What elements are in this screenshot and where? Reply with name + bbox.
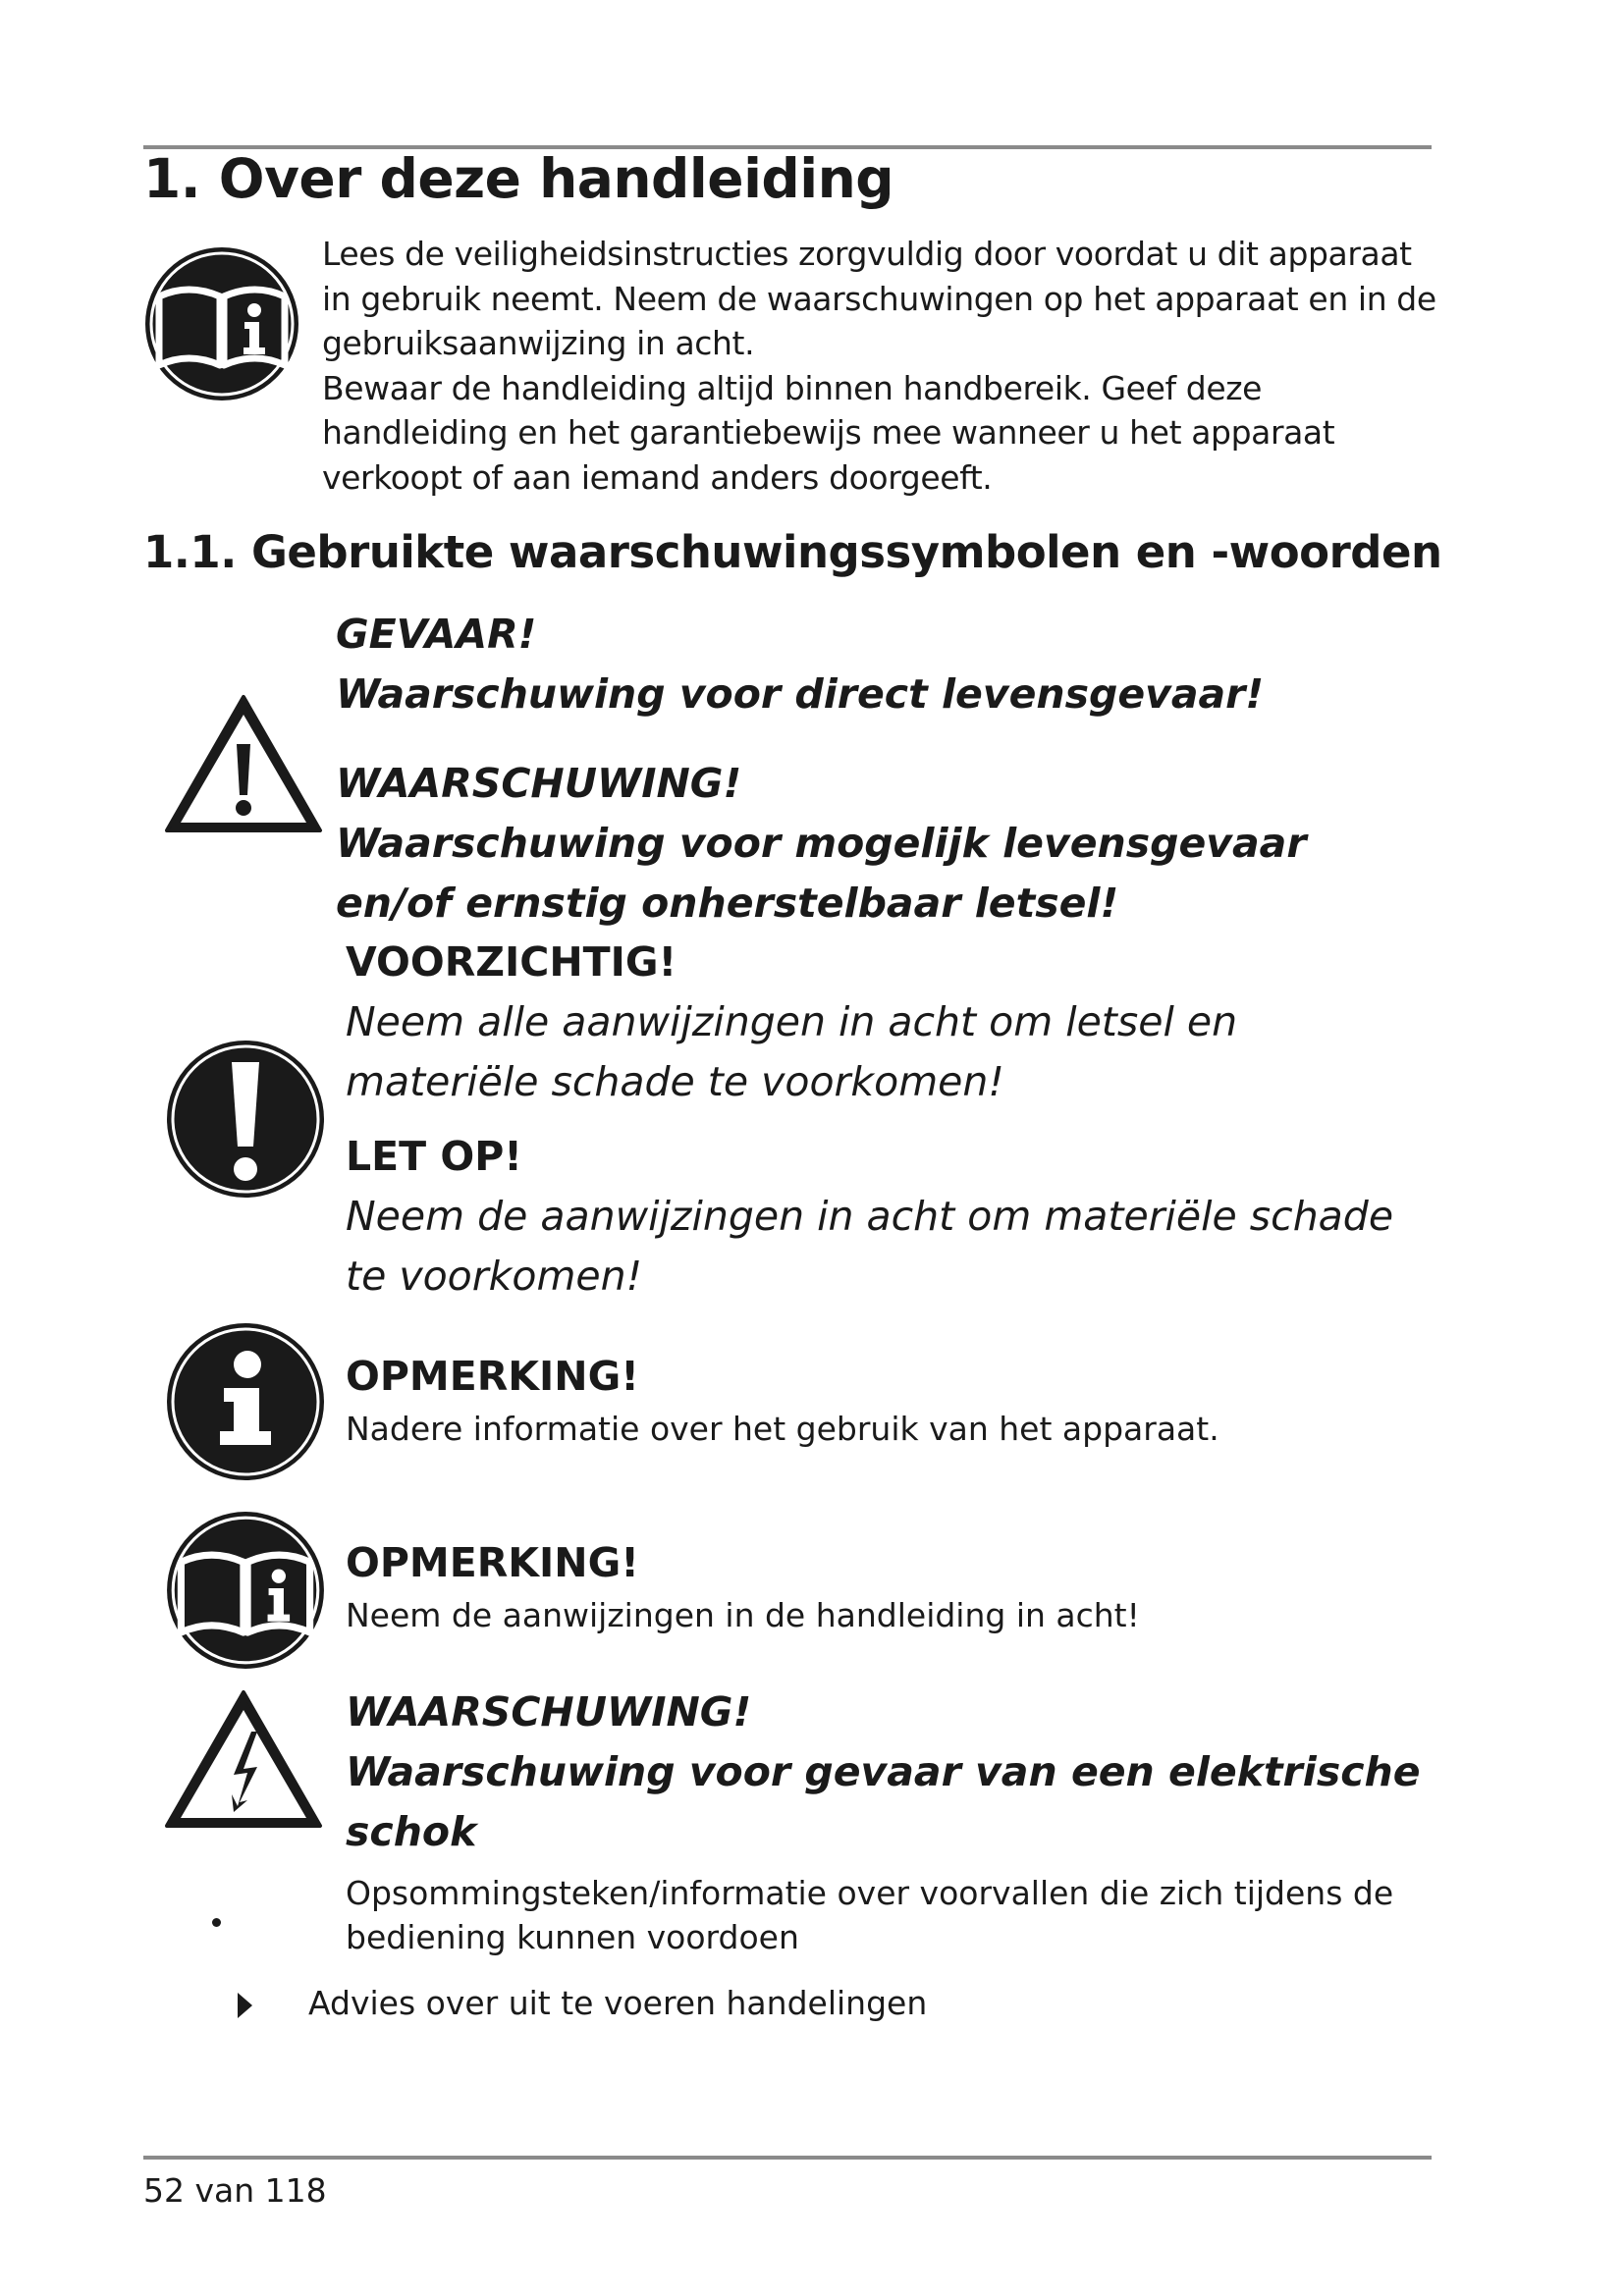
warning-triangle-icon — [163, 693, 324, 834]
subsection-title: 1.1. Gebruikte waarschuwingssymbolen en -woorden — [143, 526, 1442, 578]
warning-block — [336, 754, 1435, 934]
electric-shock-triangle-icon — [163, 1688, 324, 1830]
note-text: Nadere informatie over het gebruik van het apparaat. — [346, 1410, 1219, 1448]
intro-text — [322, 232, 1441, 500]
caution-text: Neem alle aanwijzingen in acht om letsel en materiële schade te voorkomen! — [346, 998, 1238, 1105]
note-title: OPMERKING! — [346, 1353, 639, 1400]
danger-title: GEVAAR! — [336, 611, 537, 658]
bottom-divider — [143, 2156, 1432, 2160]
note-block — [346, 1347, 1435, 1451]
manual-title: OPMERKING! — [346, 1539, 639, 1586]
exclamation-circle-icon — [165, 1039, 326, 1200]
manual-text: Neem de aanwijzingen in de handleiding in acht! — [346, 1596, 1140, 1634]
page-number: 52 van 118 — [143, 2171, 327, 2210]
intro-paragraph-1: Lees de veiligheidsinstructies zorgvuldig door voordat u dit apparaat in gebruik neemt. Neem de waarschuwingen op het apparaat en in de gebruiksaanwijzing in acht. — [322, 235, 1436, 362]
manual-block — [346, 1533, 1435, 1637]
bullet-dot-icon — [212, 1918, 221, 1927]
manual-info-icon — [143, 245, 300, 402]
electric-title: WAARSCHUWING! — [346, 1688, 752, 1735]
info-circle-icon — [165, 1321, 326, 1482]
action-text: Advies over uit te voeren handelingen — [308, 1984, 928, 2022]
electric-text: Waarschuwing voor gevaar van een elektrische schok — [346, 1748, 1421, 1855]
danger-text: Waarschuwing voor direct levensgevaar! — [336, 670, 1265, 718]
action-arrow-icon — [238, 1993, 252, 2018]
caution-block — [346, 933, 1435, 1112]
manual-info-icon — [165, 1510, 326, 1671]
danger-block — [336, 605, 1435, 724]
warning-title: WAARSCHUWING! — [336, 760, 742, 807]
section-title: 1. Over deze handleiding — [143, 147, 894, 210]
bullet-text: Opsommingsteken/informatie over voorvallen die zich tijdens de bediening kunnen voordoen — [346, 1874, 1394, 1956]
intro-paragraph-2: Bewaar de handleiding altijd binnen handbereik. Geef deze handleiding en het garantiebewijs mee wanneer u het apparaat verkoopt of aan iemand anders doorgeeft. — [322, 368, 1335, 497]
notice-title: LET OP! — [346, 1133, 522, 1180]
caution-title: VOORZICHTIG! — [346, 938, 677, 986]
electric-block — [346, 1682, 1435, 1862]
warning-text: Waarschuwing voor mogelijk levensgevaar en/of ernstig onherstelbaar letsel! — [336, 820, 1307, 927]
notice-block — [346, 1127, 1435, 1307]
notice-text: Neem de aanwijzingen in acht om materiële schade te voorkomen! — [346, 1193, 1394, 1300]
